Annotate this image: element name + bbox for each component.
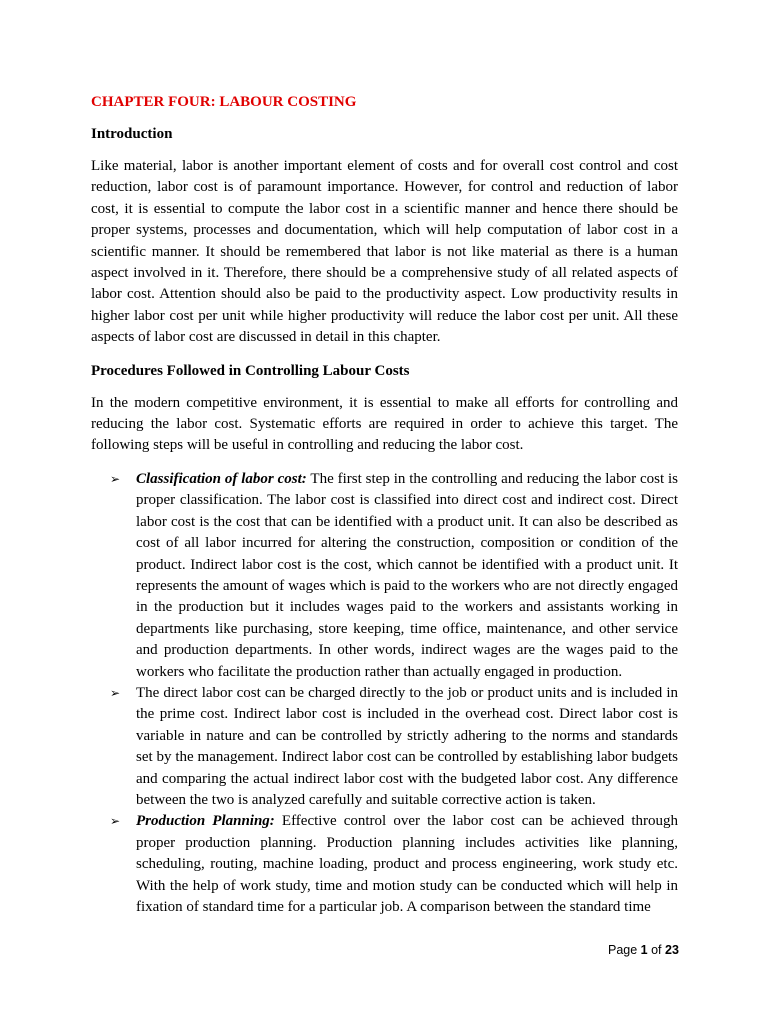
arrow-bullet-icon: ➢ [110, 814, 121, 829]
bullet-lead: Classification of labor cost: [136, 470, 307, 487]
bullet-lead: Production Planning: [136, 813, 275, 830]
bullet-text: Effective control over the labor cost can be achieved through proper production planning. Production planning includes activities like planning, scheduling, routing, machine loading, product and process engineering, work study etc. With the help of work study, time and motion study can be conducted which will help in fixation of standard time for a particular job. A comparison between the standard time [136, 813, 678, 915]
bullet-text: The first step in the controlling and reducing the labor cost is proper classification. The labor cost is classified into direct cost and indirect cost. Direct labor cost is the cost that can be identified with a product unit. It can also be described as cost of all labor incurred for altering the construction, composition or condition of the product. Indirect labor cost is the cost, which cannot be identified with a product unit. It represents the amount of wages which is paid to the workers who are not directly engaged in the production but it includes wages paid to the workers and assistants working in departments like purchasing, store keeping, time office, maintenance, and other service and production departments. In other words, indirect wages are the wages paid to the workers who facilitate the production rather than actually engaged in production. [136, 470, 679, 680]
page-content [91, 92, 678, 918]
intro-paragraph: Like material, labor is another important element of costs and for overall cost control and cost reduction, labor cost is of paramount importance. However, for control and reduction of labor cost, it is essential to compute the labor cost in a scientific manner and hence there should be proper systems, processes and documentation, which will help computation of labor cost in a scientific manner. It should be remembered that labor is not like material as there is a human aspect involved in it. Therefore, there should be a comprehensive study of all related aspects of labor cost. Attention should also be paid to the productivity aspect. Low productivity results in higher labor cost per unit while higher productivity will reduce the labor cost per unit. All these aspects of labor cost are discussed in detail in this chapter. [91, 158, 678, 346]
procedures-bullet-list [91, 469, 678, 919]
arrow-bullet-icon: ➢ [110, 471, 121, 486]
procedures-heading: Procedures Followed in Controlling Labour Costs [91, 362, 410, 379]
arrow-bullet-icon: ➢ [110, 685, 121, 700]
of-label: of [647, 943, 665, 957]
bullet-text: The direct labor cost can be charged directly to the job or product units and is included in the prime cost. Indirect labor cost is included in the overhead cost. Direct labor cost is variable in nature and can be controlled by strictly adhering to the norms and standards set by the management. Indirect labor cost can be controlled by establishing labor budgets and comparing the actual indirect labor cost with the budgeted labor cost. Any difference between the two is analyzed carefully and suitable corrective action is taken. [136, 684, 678, 808]
page-footer [608, 943, 679, 957]
total-pages: 23 [665, 943, 679, 957]
procedures-paragraph: In the modern competitive environment, it is essential to make all efforts for controlling and reducing the labor cost. Systematic efforts are required in order to achieve this target. The following steps will be useful in controlling and reducing the labor cost. [91, 394, 678, 454]
bullet-classification [91, 469, 678, 683]
page-number: 1 [640, 943, 648, 957]
chapter-title: CHAPTER FOUR: LABOUR COSTING [91, 94, 357, 110]
bullet-production-planning [91, 811, 678, 918]
intro-heading: Introduction [91, 126, 173, 142]
page-label: Page [608, 943, 641, 957]
bullet-direct-labor [91, 683, 678, 811]
